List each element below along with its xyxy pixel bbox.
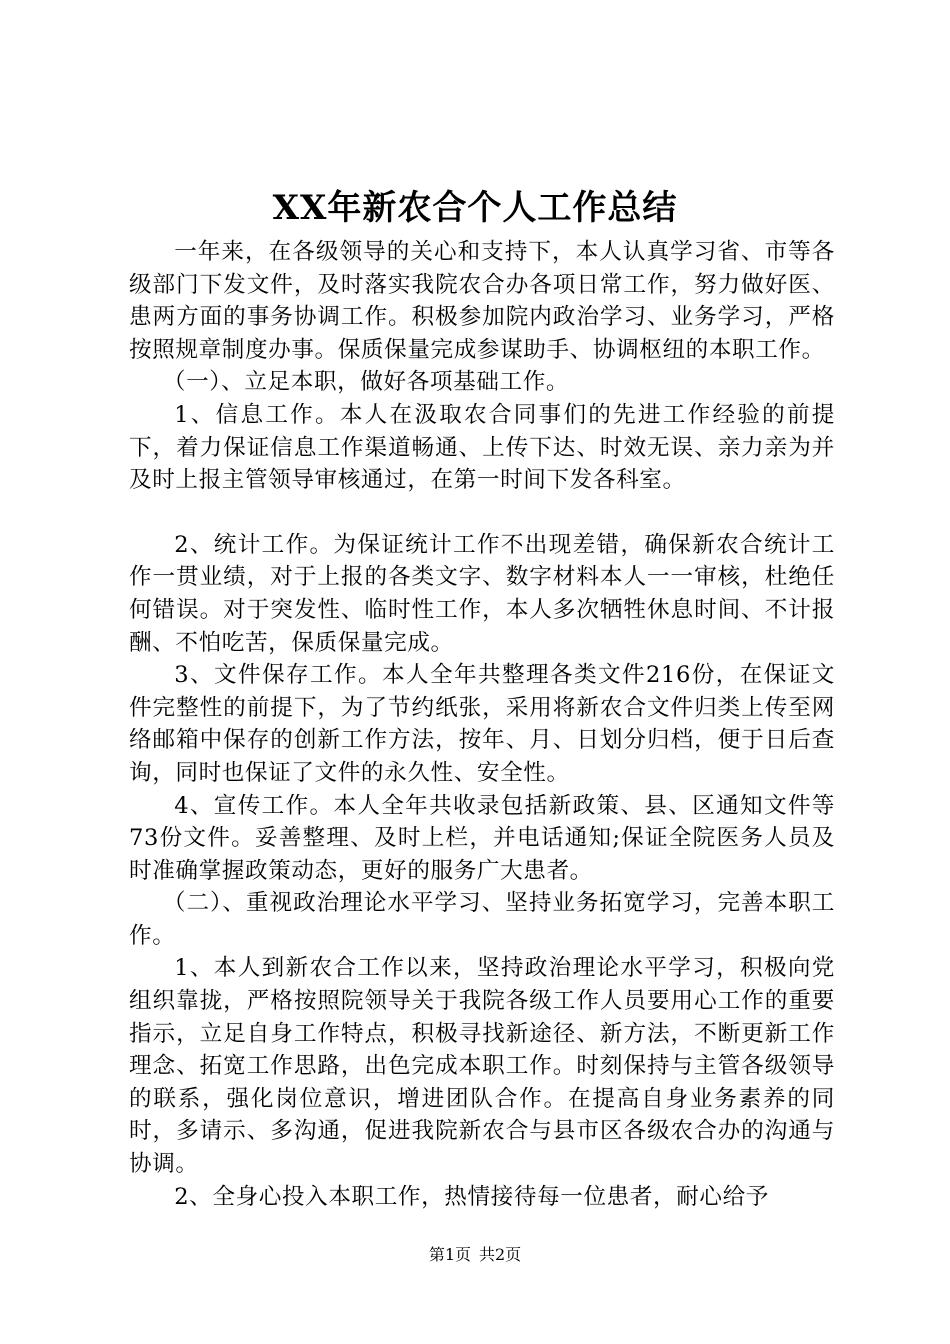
paragraph-dedication: 2、全身心投入本职工作，热情接待每一位患者，耐心给予 [174, 1183, 770, 1210]
paragraph-political-study: 1、本人到新农合工作以来，坚持政治理论水平学习，积极向党组织靠拢，严格按照院领导关于我院各级工作人员要用心工作的重要指示，立足自身工作特点，积极寻找新途径、新方法，不断更新工作理念、拓宽工作思路，出色完成本职工作。时刻保持与主管各级领导的联系，强化岗位意识，增进团队合作。在提高自身业务素养的同时，多请示、多沟通，促进我院新农合与县市区各级农合办的沟通与协调。 [129, 955, 835, 1178]
page-footer [0, 1243, 950, 1267]
document-body [129, 236, 835, 1213]
paragraph-intro: 一年来，在各级领导的关心和支持下，本人认真学习省、市等各级部门下发文件，及时落实我院农合办各项日常工作，努力做好医、患两方面的事务协调工作。积极参加院内政治学习、业务学习，严格按照规章制度办事。保质保量完成参谋助手、协调枢纽的本职工作。 [129, 239, 835, 363]
paragraph-info-work: 1、信息工作。本人在汲取农合同事们的先进工作经验的前提下，着力保证信息工作渠道畅通、上传下达、时效无误、亲力亲为并及时上报主管领导审核通过，在第一时间下发各科室。 [129, 401, 835, 494]
section-heading-1: （一）、立足本职，做好各项基础工作。 [162, 369, 570, 396]
section-heading-2: （二）、重视政治理论水平学习、坚持业务拓宽学习，完善本职工作。 [129, 890, 835, 949]
document-title: XX年新农合个人工作总结 [272, 188, 678, 228]
page-total: 共2页 [479, 1245, 522, 1264]
paragraph-publicity-work: 4、宣传工作。本人全年共收录包括新政策、县、区通知文件等73份文件。妥善整理、及时上栏，并电话通知;保证全院医务人员及时准确掌握政策动态，更好的服务广大患者。 [129, 792, 835, 884]
paragraph-statistics-work: 2、统计工作。为保证统计工作不出现差错，确保新农合统计工作一贯业绩，对于上报的各类文字、数字材料本人一一审核，杜绝任何错误。对于突发性、临时性工作，本人多次牺牲休息时间、不计报酬、不怕吃苦，保质保量完成。 [129, 531, 835, 656]
paragraph-file-storage-work: 3、文件保存工作。本人全年共整理各类文件216份，在保证文件完整性的前提下，为了节约纸张，采用将新农合文件归类上传至网络邮箱中保存的创新工作方法，按年、月、日划分归档，便于日后查询，同时也保证了文件的永久性、安全性。 [129, 662, 835, 786]
page-number: 第1页 [428, 1245, 471, 1264]
